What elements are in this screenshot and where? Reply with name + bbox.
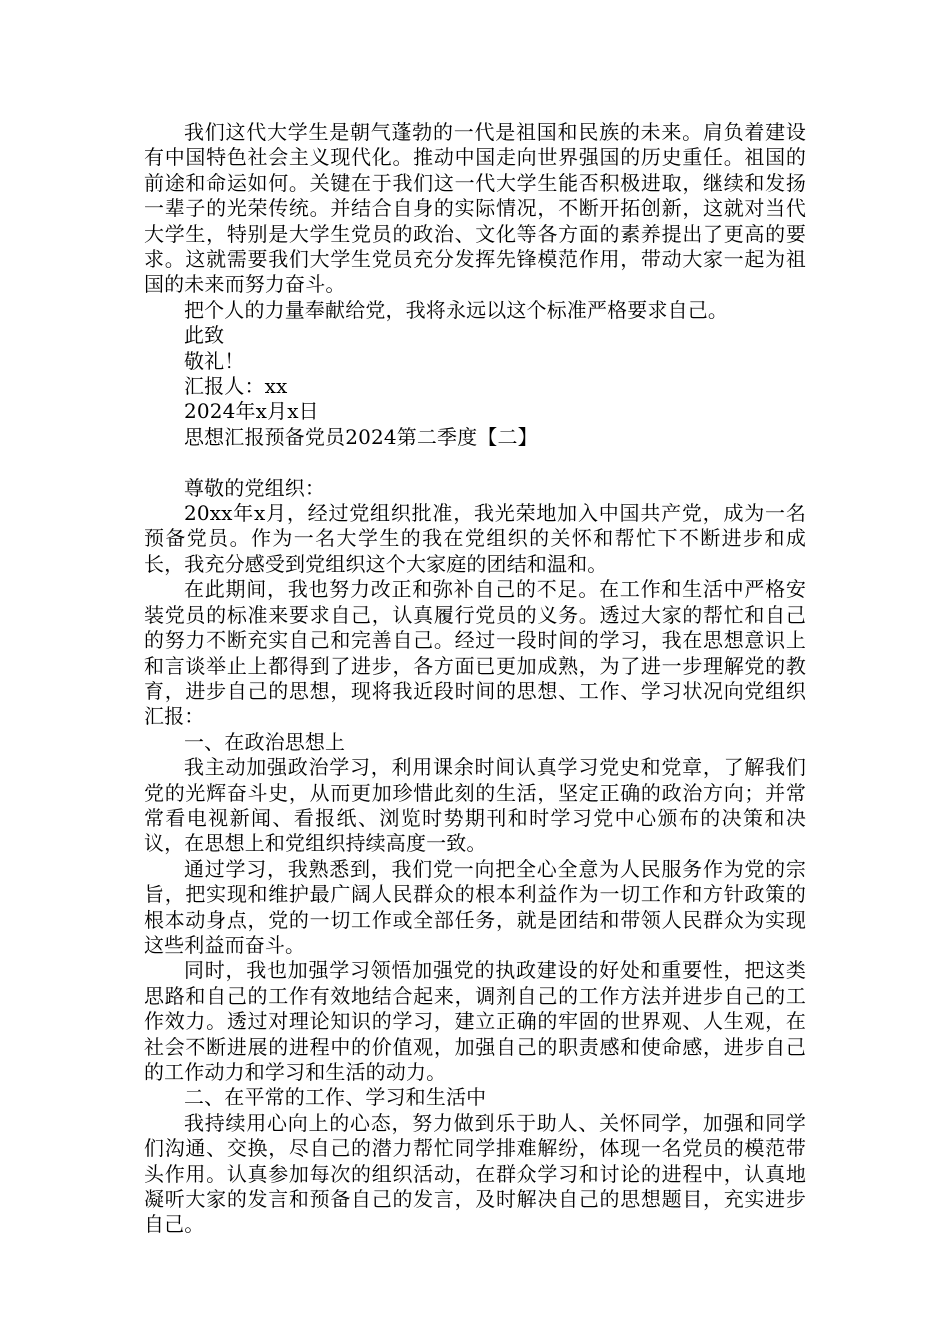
paragraph-daily-life: 我持续用心向上的心态，努力做到乐于助人、关怀同学，加强和同学们沟通、交换，尽自己的潜力帮忙同学排难解纷，体现一名党员的模范带头作用。认真参加每次的组织活动，在群众学习和讨论的进程中，认真地凝听大家的发言和预备自己的发言，及时解决自己的思想题目，充实进步自己。 [144,1110,806,1237]
paragraph-dedication: 把个人的力量奉献给党，我将永远以这个标准严格要求自己。 [184,297,729,322]
reporter-line: 汇报人：xx [184,374,288,399]
paragraph-improvement: 在此期间，我也努力改正和弥补自己的不足。在工作和生活中严格安装党员的标准来要求自己，认真履行党员的义务。透过大家的帮忙和自己的努力不断充实自己和完善自己。经过一段时间的学习，我在思想意识上和言谈举止上都得到了进步，各方面已更加成熟，为了进一步理解党的教育，进步自己的思想，现将我近段时间的思想、工作、学习状况向党组织汇报： [144,577,806,729]
heading-daily-life: 二、在平常的工作、学习和生活中 [184,1085,487,1110]
paragraph-joining: 20xx年x月，经过党组织批准，我光荣地加入中国共产党，成为一名预备党员。作为一名大学生的我在党组织的关怀和帮忙下不断进步和成长，我充分感受到党组织这个大家庭的团结和温和。 [144,501,806,576]
paragraph-intro: 我们这代大学生是朝气蓬勃的一代是祖国和民族的未来。肩负着建设有中国特色社会主义现代化。推动中国走向世界强国的历史重任。祖国的前途和命运如何。关键在于我们这一代大学生能否积极进取，继续和发扬一辈子的光荣传统。并结合自身的实际情况，不断开拓创新，这就对当代大学生，特别是大学生党员的政治、文化等各方面的素养提出了更高的要求。这就需要我们大学生党员充分发挥先锋模范作用，带动大家一起为祖国的未来而努力奋斗。 [144,120,806,297]
paragraph-governance: 同时，我也加强学习领悟加强党的执政建设的好处和重要性，把这类思路和自己的工作有效地结合起来，调剂自己的工作方法并进步自己的工作效力。透过对理论知识的学习，建立正确的牢固的世界观、人生观，在社会不断进展的进程中的价值观，加强自己的职责感和使命感，进步自己的工作动力和学习和生活的动力。 [144,958,806,1085]
blank-line [144,450,806,475]
closing-regards: 敬礼！ [184,348,245,373]
section-title: 思想汇报预备党员2024第二季度【二】 [184,424,538,449]
paragraph-political-study: 我主动加强政治学习，利用课余时间认真学习党史和党章，了解我们党的光辉奋斗史，从而更加珍惜此刻的生活，坚定正确的政治方向；并常常看电视新闻、看报纸、浏览时势期刊和时学习党中心颁布的决策和决议，在思想上和党组织持续高度一致。 [144,755,806,856]
closing-salutation: 此致 [184,323,225,348]
document-body [144,120,806,1238]
paragraph-party-purpose: 通过学习，我熟悉到，我们党一向把全心全意为人民服务作为党的宗旨，把实现和维护最广阔人民群众的根本利益作为一切工作和方针政策的根本动身点，党的一切工作或全部任务，就是团结和带领人民群众为实现这些利益而奋斗。 [144,856,806,957]
greeting: 尊敬的党组织： [184,475,326,500]
date-line: 2024年x月x日 [184,399,319,424]
heading-political: 一、在政治思想上 [184,729,346,754]
